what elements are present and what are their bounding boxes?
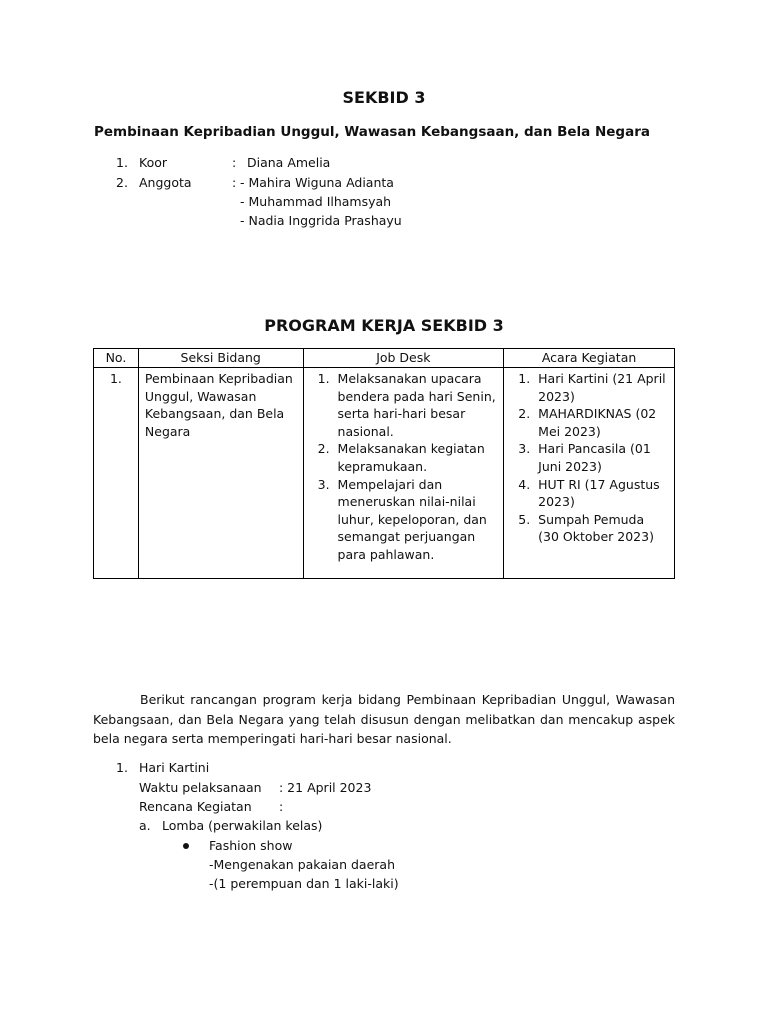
column-header: Job Desk: [303, 349, 504, 368]
acara-item: 5. Sumpah Pemuda (30 Oktober 2023): [534, 511, 668, 546]
detail-item: Hari Kartini: [139, 760, 210, 775]
anggota-label: Anggota: [139, 175, 192, 190]
acara-item: 3. Hari Pancasila (01 Juni 2023): [534, 440, 668, 475]
koor-label: Koor: [139, 155, 168, 170]
bullet-line: -(1 perempuan dan 1 laki-laki): [209, 876, 399, 891]
program-table: [93, 348, 675, 579]
detail-number: 1.: [116, 760, 128, 775]
table-header-row: [94, 349, 675, 368]
rencana-label: Rencana Kegiatan: [139, 799, 252, 814]
column-header: No.: [94, 349, 139, 368]
column-header: Acara Kegiatan: [504, 349, 675, 368]
sub-item: Lomba (perwakilan kelas): [162, 818, 323, 833]
job-desk-item: 2. Melaksanakan kegiatan kepramukaan.: [334, 440, 498, 475]
table-row: [94, 368, 675, 579]
job-desk-item: 1. Melaksanakan upacara bendera pada hari Senin, serta hari-hari besar nasional.: [334, 370, 498, 440]
waktu-value: : 21 April 2023: [279, 780, 372, 795]
bullet-item: Fashion show: [209, 838, 293, 853]
page-title: SEKBID 3: [342, 88, 426, 107]
acara-kegiatan-cell: [504, 368, 675, 579]
bullet-icon: [183, 843, 189, 849]
program-title: PROGRAM KERJA SEKBID 3: [264, 316, 504, 335]
anggota-name: - Mahira Wiguna Adianta: [240, 175, 394, 190]
waktu-label: Waktu pelaksanaan: [139, 780, 262, 795]
acara-item: 2. MAHARDIKNAS (02 Mei 2023): [534, 405, 668, 440]
bullet-item-row: [209, 838, 292, 857]
koor-number: 1.: [116, 155, 128, 170]
koor-separator: :: [232, 155, 237, 170]
row-number: 1.: [94, 368, 139, 579]
acara-item: 1. Hari Kartini (21 April 2023): [534, 370, 668, 405]
intro-paragraph: Berikut rancangan program kerja bidang Pembinaan Kepribadian Unggul, Wawasan Kebangsaan, dan Bela Negara yang telah disusun dengan melibatkan dan mencakup aspek bela negara serta memperingati hari-hari besar nasional.: [93, 692, 675, 746]
koor-name: Diana Amelia: [247, 155, 331, 170]
job-desk-item: 3. Mempelajari dan meneruskan nilai-nilai luhur, kepeloporan, dan semangat perjuangan para pahlawan.: [334, 476, 498, 564]
anggota-name: - Muhammad Ilhamsyah: [240, 194, 392, 209]
anggota-number: 2.: [116, 175, 128, 190]
rencana-separator: :: [279, 799, 284, 814]
anggota-name: - Nadia Inggrida Prashayu: [240, 213, 402, 228]
bullet-line: -Mengenakan pakaian daerah: [209, 857, 395, 872]
acara-item: 4. HUT RI (17 Agustus 2023): [534, 476, 668, 511]
sub-letter: a.: [139, 818, 151, 833]
job-desk-cell: [303, 368, 504, 579]
page-subtitle: Pembinaan Kepribadian Unggul, Wawasan Kebangsaan, dan Bela Negara: [94, 124, 650, 140]
seksi-bidang-cell: Pembinaan Kepribadian Unggul, Wawasan Kebangsaan, dan Bela Negara: [138, 368, 303, 579]
anggota-separator: :: [232, 175, 237, 190]
column-header: Seksi Bidang: [138, 349, 303, 368]
